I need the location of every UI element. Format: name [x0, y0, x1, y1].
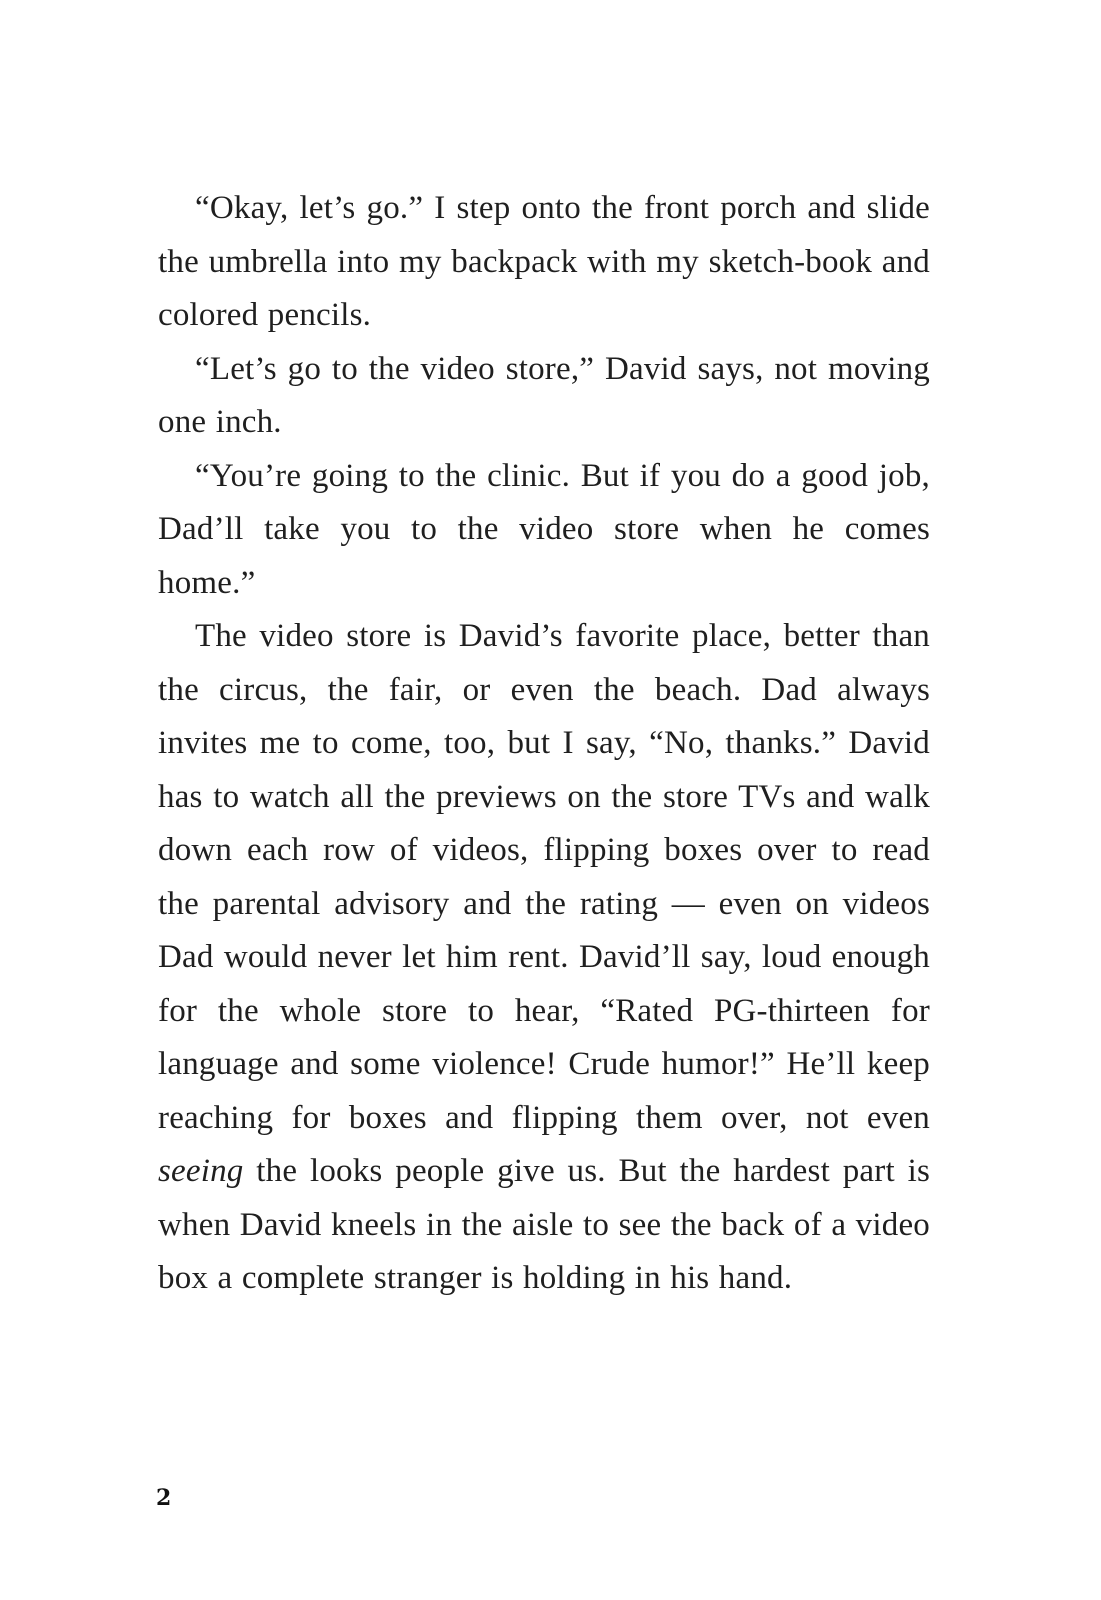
paragraph-4-text-after: the looks people give us. But the hardest part is when David kneels in the aisle to see the back of a video box a complete stranger is holding in his hand. [158, 1153, 930, 1296]
paragraph-3: “You’re going to the clinic. But if you do a good job, Dad’ll take you to the video store when he comes home.” [158, 457, 930, 601]
paragraph-2: “Let’s go to the video store,” David says, not moving one inch. [158, 350, 930, 440]
paragraph-1: “Okay, let’s go.” I step onto the front porch and slide the umbrella into my backpack with my sketch-book and colored pencils. [158, 190, 930, 333]
paragraph-4-text-before: The video store is David’s favorite place, better than the circus, the fair, or even the beach. Dad always invites me to come, too, but I say, “No, thanks.” David has to watch all the previews on the store TVs and walk down each row of videos, flipping boxes over to read the parental advisory and the rating — even on videos Dad would never let him rent. David’ll say, loud enough for the whole store to hear, “Rated PG-thirteen for language and some violence! Crude humor!” He’ll keep reaching for boxes and flipping them over, not even [158, 618, 930, 1136]
paragraph-4-emphasis: seeing [158, 1153, 244, 1189]
paragraph-4 [158, 610, 930, 1306]
body-text [158, 182, 930, 1306]
page-number: 2 [156, 1485, 172, 1511]
